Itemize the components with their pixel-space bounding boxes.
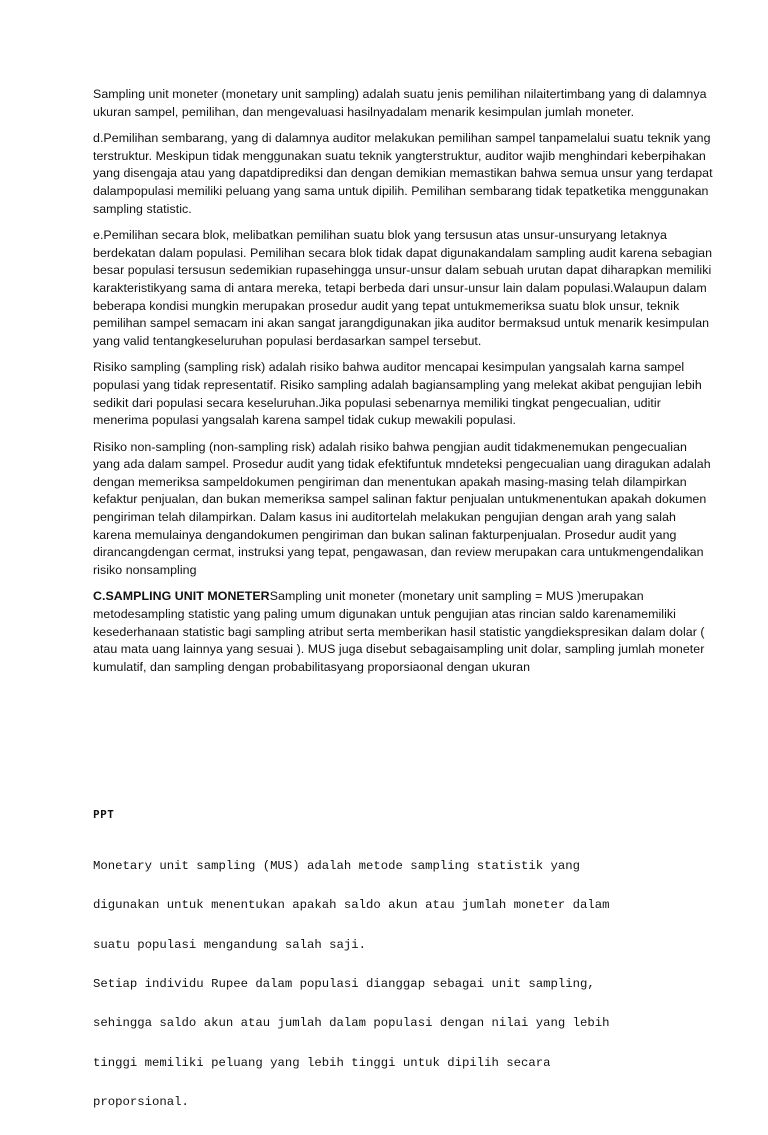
paragraph-mus-definition xyxy=(93,86,713,121)
paragraph-text: Sampling unit moneter (monetary unit sampling) adalah suatu jenis pemilihan nilaitertimbang yang di dalamnya ukuran sampel, pemilihan, dan mengevaluasi hasilnyadalam menarik kesimpulan jumlah moneter. xyxy=(93,87,707,119)
paragraph-haphazard-selection xyxy=(93,130,713,218)
ppt-line: tinggi memiliki peluang yang lebih tinggi untuk dipilih secara xyxy=(93,1055,551,1070)
ppt-line: proporsional. xyxy=(93,1094,189,1109)
ppt-line: sehingga saldo akun atau jumlah dalam populasi dengan nilai yang lebih xyxy=(93,1016,610,1031)
section-title-ppt: PPT xyxy=(93,808,115,821)
paragraph-non-sampling-risk xyxy=(93,439,713,580)
document-body xyxy=(93,86,713,685)
paragraph-text: Risiko sampling (sampling risk) adalah risiko bahwa auditor mencapai kesimpulan yangsalah karna sampel populasi yang tidak representatif. Risiko sampling adalah bagiansampling yang melekat akibat pengujian lebih sedikit dari populasi secara keseluruhan.Jika populasi sebenarnya memiliki tingkat pengecualian, uditir menerima populasi yangsalah karena sampel tidak cukup mewakili populasi. xyxy=(93,360,702,428)
paragraph-sampling-risk xyxy=(93,359,713,429)
ppt-line: Setiap individu Rupee dalam populasi dianggap sebagai unit sampling, xyxy=(93,977,595,992)
ppt-line: digunakan untuk menentukan apakah saldo akun atau jumlah moneter dalam xyxy=(93,898,610,913)
paragraph-text: Sampling unit moneter (monetary unit sampling = MUS )merupakan metodesampling statistic yang paling umum digunakan untuk pengujian atas rincian saldo karenamemiliki kesederhanaan statistic bagi sampling atribut serta memberikan hasil statistic yangdiekspresikan dalam dolar ( atau mata uang lainnya yang sesuai ). MUS juga disebut sebagaisampling unit dolar, sampling jumlah moneter kumulatif, dan sampling dengan probabilitasyang proporsiaonal dengan ukuran xyxy=(93,589,705,674)
ppt-line: Monetary unit sampling (MUS) adalah metode sampling statistik yang xyxy=(93,859,581,874)
paragraph-text: e.Pemilihan secara blok, melibatkan pemilihan suatu blok yang tersusun atas unsur-unsuryang letaknya berdekatan dalam populasi. Pemilihan secara blok tidak dapat digunakandalam sampling audit karena sebagian besar populasi tersusun sedemikian rupasehingga unsur-unsur dalam sebuah urutan dapat diharapkan memiliki karakteristikyang sama di antara mereka, tetapi berbeda dari unsur-unsur lain dalam populasi.Walaupun dalam beberapa kondisi mungkin merupakan prosedur audit yang tepat untukmemeriksa suatu blok unsur, teknik pemilihan sampel semacam ini akan sangat jarangdigunakan jika auditor bermaksud untuk menarik kesimpulan yang valid tentangkeseluruhan populasi berdasarkan sampel tersebut. xyxy=(93,228,713,348)
paragraph-heading: C.SAMPLING UNIT MONETER xyxy=(93,589,270,604)
paragraph-monetary-unit-sampling xyxy=(93,588,713,676)
ppt-line: suatu populasi mengandung salah saji. xyxy=(93,937,367,952)
paragraph-text: d.Pemilihan sembarang, yang di dalamnya auditor melakukan pemilihan sampel tanpamelalui suatu teknik yang terstruktur. Meskipun tidak menggunakan suatu teknik yangterstruktur, auditor wajib menghindari keberpihakan yang disengaja atau yang dapatdiprediksi dan dengan demikian memastikan bahwa semua unsur yang terdapat dalampopulasi memiliki peluang yang sama untuk dipilih. Pemilihan sembarang tidak tepatketika menggunakan sampling statistic. xyxy=(93,131,713,216)
paragraph-text: Risiko non-sampling (non-sampling risk) adalah risiko bahwa pengjian audit tidakmenemukan pengecualian yang ada dalam sampel. Prosedur audit yang tidak efektifuntuk mndeteksi pengecualian uang diragukan adalah dengan memeriksa sampeldokumen pengiriman dan menentukan apakah masing-masing telah dilampirkan kefaktur penjualan, dan bukan memeriksa sampel salinan faktur penjualan untukmenentukan apakah dokumen pengiriman telah dilampirkan. Dalam kasus ini auditortelah melakukan pengujian dengan arah yang salah karena memulainya dengandokumen pengiriman dan bukan salinan fakturpenjualan. Prosedur audit yang dirancangdengan cermat, instruksi yang tepat, pengawasan, dan review merupakan cara untukmengendalikan risiko nonsampling xyxy=(93,439,711,577)
ppt-text-block xyxy=(93,834,733,1135)
paragraph-block-selection xyxy=(93,227,713,350)
